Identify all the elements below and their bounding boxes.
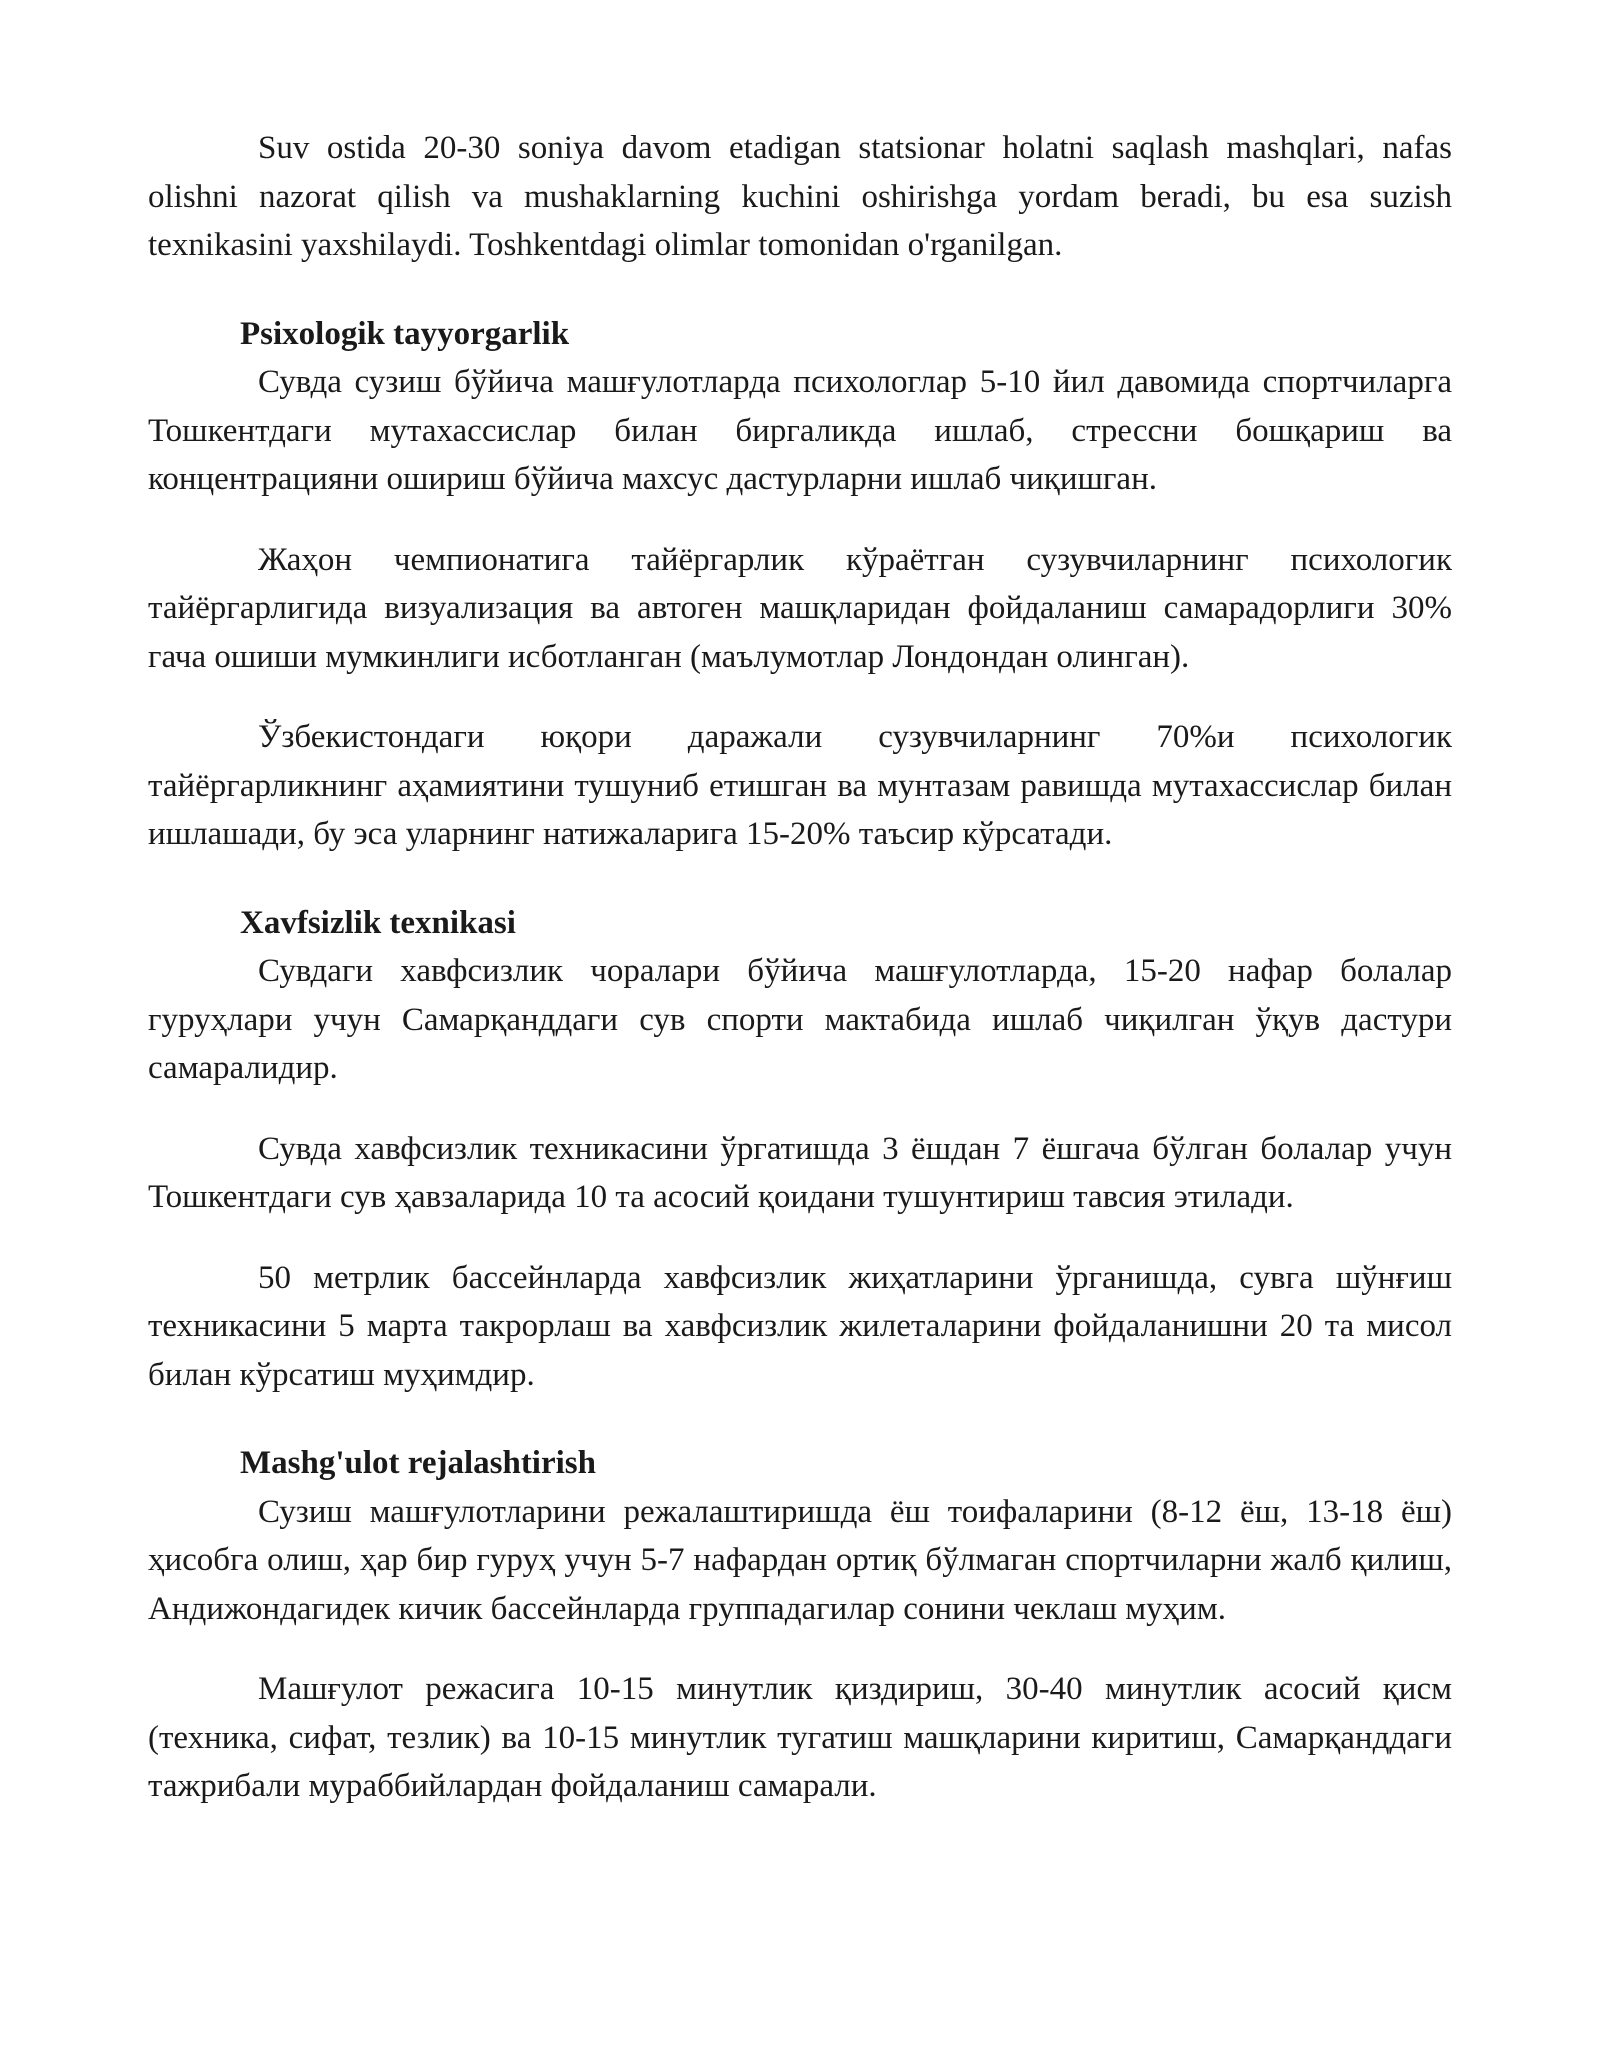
section-heading: Xavfsizlik texnikasi: [240, 904, 516, 941]
section-training-planning: [148, 1439, 1452, 1811]
paragraph: Сувда сузиш бўйича машғулотларда психологлар 5-10 йил давомида спортчиларга Тошкентдаги мутахассислар билан биргаликда ишлаб, стрессни бошқариш ва концентрацияни ошириш бўйича махсус дастурларни ишлаб чиқишган.: [148, 364, 1452, 497]
paragraph: Машғулот режасига 10-15 минутлик қиздириш, 30-40 минутлик асосий қисм (техника, сифат, тезлик) ва 10-15 минутлик тугатиш машқларини киритиш, Самарқанддаги тажрибали мураббийлардан фойдаланиш самарали.: [148, 1671, 1452, 1804]
section-safety-technique: [148, 899, 1452, 1400]
intro-paragraph: Suv ostida 20-30 soniya davom etadigan statsionar holatni saqlash mashqlari, nafas olishni nazorat qilish va mushaklarning kuchini oshirishga yordam beradi, bu esa suzish texnikasini yaxshilaydi. Toshkentdagi olimlar tomonidan o'rganilgan.: [148, 130, 1452, 263]
paragraph: Жаҳон чемпионатига тайёргарлик кўраётган сузувчиларнинг психологик тайёргарлигида визуализация ва автоген машқларидан фойдаланиш самарадорлиги 30% гача ошиши мумкинлиги исботланган (маълумотлар Лондондан олинган).: [148, 541, 1452, 675]
section-psychological-preparation: [148, 310, 1452, 859]
section-heading: Psixologik tayyorgarlik: [240, 315, 570, 352]
paragraph: Сувдаги хавфсизлик чоралари бўйича машғулотларда, 15-20 нафар болалар гуруҳлари учун Самарқанддаги сув спорти мактабида ишлаб чиқилган ўқув дастури самаралидир.: [148, 953, 1452, 1086]
paragraph: Сузиш машғулотларини режалаштиришда ёш тоифаларини (8-12 ёш, 13-18 ёш) ҳисобга олиш, ҳар бир гуруҳ учун 5-7 нафардан ортиқ бўлмаган спортчиларни жалб қилиш, Андижондагидек кичик бассейнларда группадагилар сонини чеклаш муҳим.: [148, 1493, 1452, 1627]
section-heading: Mashg'ulot rejalashtirish: [240, 1445, 596, 1481]
paragraph: Сувда хавфсизлик техникасини ўргатишда 3 ёшдан 7 ёшгача бўлган болалар учун Тошкентдаги сув ҳавзаларида 10 та асосий қоидани тушунтириш тавсия этилади.: [148, 1130, 1452, 1215]
paragraph: 50 метрлик бассейнларда хавфсизлик жиҳатларини ўрганишда, сувга шўнғиш техникасини 5 марта такрорлаш ва хавфсизлик жилеталарини фойдаланишни 20 та мисол билан кўрсатиш муҳимдир.: [148, 1259, 1452, 1393]
paragraph: Ўзбекистондаги юқори даражали сузувчиларнинг 70%и психологик тайёргарликнинг аҳамиятини тушуниб етишган ва мунтазам равишда мутахассислар билан ишлашади, бу эса уларнинг натижаларига 15-20% таъсир кўрсатади.: [148, 719, 1452, 852]
document-body: [148, 124, 1452, 1811]
